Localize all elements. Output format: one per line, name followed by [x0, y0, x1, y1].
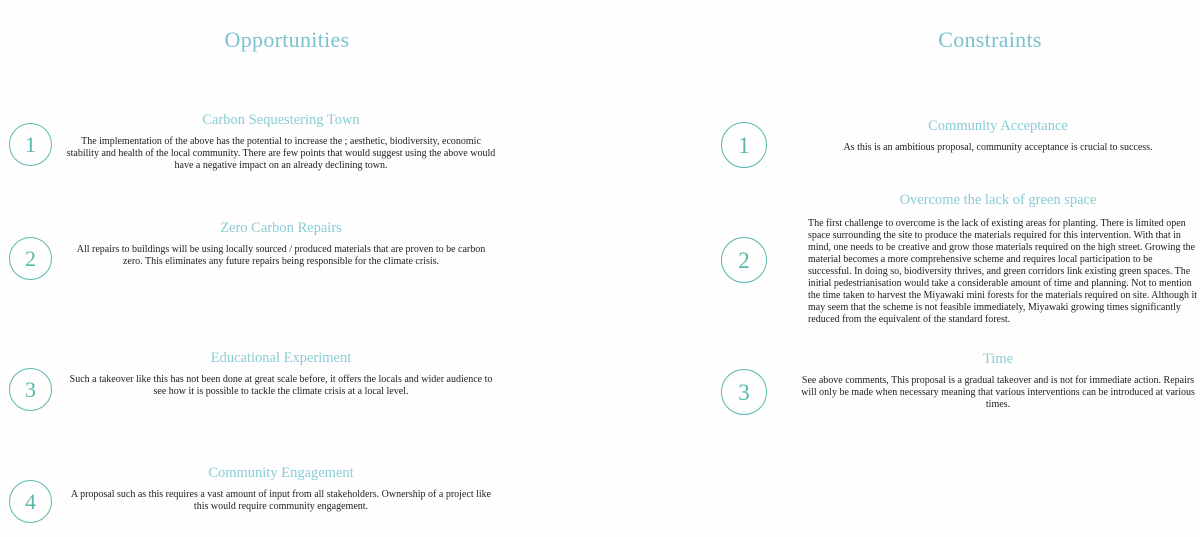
item-body: The implementation of the above has the potential to increase the ; aesthetic, biodiversity, economic stability and health of the local community. There are few points that would suggest using the above would have a negative impact on an already declining town.	[66, 136, 496, 171]
item-number-circle	[721, 237, 767, 283]
item-text-block	[66, 220, 496, 268]
item-heading: Educational Experiment	[210, 350, 352, 366]
item-body: A proposal such as this requires a vast amount of input from all stakeholders. Ownership of a project like this would require community engagement.	[70, 489, 492, 512]
item-number-circle	[9, 123, 52, 166]
item-heading: Community Acceptance	[928, 118, 1068, 134]
item-text-block	[798, 192, 1198, 326]
item-number-circle	[9, 368, 52, 411]
page-title: Opportunities	[224, 27, 350, 52]
page-title: Constraints	[938, 27, 1042, 52]
item-number: 1	[25, 131, 36, 157]
item-body: Such a takeover like this has not been done at great scale before, it offers the locals and wider audience to see how it is possible to tackle the climate crisis at a local level.	[69, 374, 493, 397]
item-text-block	[66, 350, 496, 398]
item-body: The first challenge to overcome is the lack of existing areas for planting. There is limited open space surrounding the site to produce the materials required for this intervention. With that in mind, one needs to be creative and grow those materials required on the high street. Growing the material becomes a more comprehensive scheme and requires local participation to be successful. In doing so, biodiversity thrives, and green corridors link existing green spaces. The initial pedestrianisation would take a considerable amount of time and planning. Not to mention the time taken to harvest the Miyawaki mini forests for the materials required on site. Although it may seem that the scheme is not feasible immediately, Miyawaki growing times significantly reduced from the equivalent of the standard forest.	[808, 218, 1198, 325]
item-number-circle	[721, 122, 767, 168]
item-body: As this is an ambitious proposal, community acceptance is crucial to success.	[843, 142, 1153, 153]
item-text-block	[798, 351, 1198, 411]
item-number: 3	[738, 379, 750, 405]
item-text-block	[66, 465, 496, 513]
item-number: 2	[25, 245, 36, 271]
item-body: See above comments, This proposal is a gradual takeover and is not for immediate action. Repairs will only be made when necessary meaning that various interventions can be introduced at various times.	[801, 375, 1195, 410]
item-heading: Time	[982, 351, 1014, 367]
item-heading: Community Engagement	[208, 465, 354, 481]
item-heading: Zero Carbon Repairs	[220, 220, 342, 236]
item-text-block	[66, 112, 496, 172]
item-heading: Overcome the lack of green space	[899, 192, 1097, 208]
item-number: 2	[738, 247, 750, 273]
item-text-block	[798, 118, 1198, 154]
item-heading: Carbon Sequestering Town	[202, 112, 360, 128]
item-number-circle	[9, 480, 52, 523]
item-number: 1	[738, 132, 750, 158]
item-number: 3	[25, 376, 36, 402]
item-number-circle	[9, 237, 52, 280]
item-body: All repairs to buildings will be using locally sourced / produced materials that are proven to be carbon zero. This eliminates any future repairs being responsible for the climate crisis.	[76, 244, 486, 267]
item-number-circle	[721, 369, 767, 415]
item-number: 4	[25, 488, 36, 514]
